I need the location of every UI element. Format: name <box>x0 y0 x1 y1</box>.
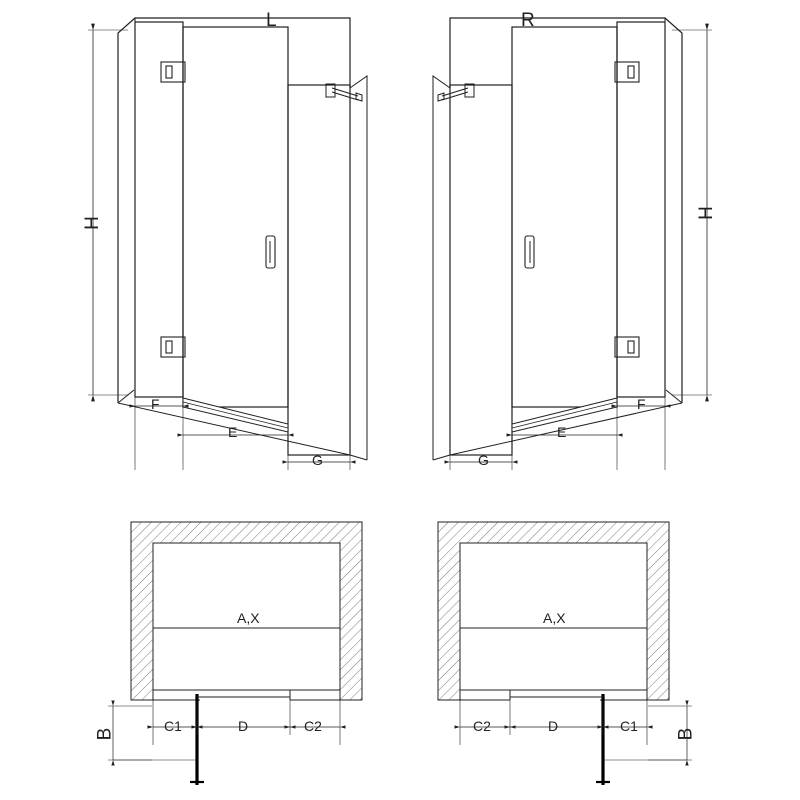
plan-left-segment-c2: C2 <box>304 718 322 734</box>
elevation-left-segment-f: F <box>151 396 160 412</box>
plan-right-segment-c2: C2 <box>473 718 491 734</box>
plan-left-segment-c1: C1 <box>164 718 182 734</box>
plan-left-depth-label: B <box>94 727 116 741</box>
plan-left-wall-label: A,X <box>237 610 260 626</box>
elevation-right-segment-f: F <box>637 396 646 412</box>
elevation-right-segment-e: E <box>557 424 567 440</box>
elevation-left-group <box>88 18 367 470</box>
plan-right-depth-label: B <box>675 727 697 741</box>
title-right: R <box>521 10 535 31</box>
plan-right-wall-label: A,X <box>543 610 566 626</box>
height-label-right: H <box>695 206 717 220</box>
elevation-left-segment-g: G <box>312 452 323 468</box>
plan-left-group <box>108 522 362 785</box>
title-left: L <box>266 10 277 31</box>
elevation-left-segment-e: E <box>228 424 238 440</box>
elevation-right-group <box>433 18 712 470</box>
plan-left-segment-d: D <box>238 718 249 734</box>
plan-right-segment-c1: C1 <box>620 718 638 734</box>
height-label-left: H <box>81 216 103 230</box>
plan-right-segment-d: D <box>548 718 559 734</box>
elevation-right-segment-g: G <box>478 452 489 468</box>
plan-right-group <box>438 522 692 785</box>
